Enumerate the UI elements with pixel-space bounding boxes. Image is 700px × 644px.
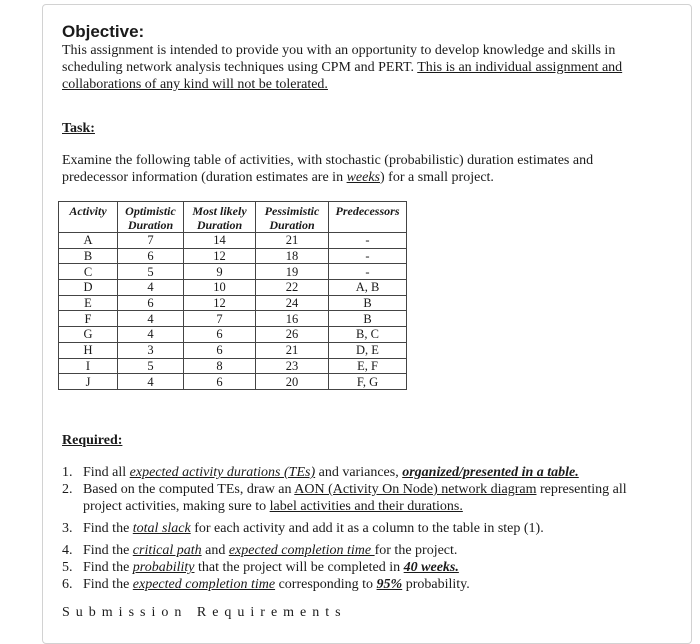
cell-optimistic: 5 [118,358,184,374]
list-item: 4. Find the critical path and expected completion time for the project. [62,543,458,558]
task-description [62,152,662,186]
table-header-row [59,202,407,233]
cell-activity: F [59,311,118,327]
cell-most-likely: 6 [184,342,256,358]
header-pessimistic: Pessimistic Duration [256,202,329,233]
cell-pessimistic: 23 [256,358,329,374]
cell-predecessors: - [329,248,407,264]
cell-activity: G [59,327,118,343]
cell-most-likely: 10 [184,280,256,296]
cell-most-likely: 6 [184,327,256,343]
required-heading: Required: [62,433,123,448]
cell-most-likely: 9 [184,264,256,280]
cell-pessimistic: 24 [256,295,329,311]
task-heading: Task: [62,121,95,136]
cell-predecessors: A, B [329,280,407,296]
cell-most-likely: 12 [184,295,256,311]
objective-section [62,21,662,93]
cell-activity: C [59,264,118,280]
cell-predecessors: - [329,233,407,249]
cell-activity: D [59,280,118,296]
cell-predecessors: D, E [329,342,407,358]
table-row [59,264,407,280]
cell-pessimistic: 22 [256,280,329,296]
table-row [59,248,407,264]
cell-predecessors: E, F [329,358,407,374]
task-text-weeks: weeks [346,170,381,185]
list-item: 3. Find the total slack for each activity and add it as a column to the table in step (1). [62,521,544,536]
activities-table [58,201,407,390]
cell-predecessors: - [329,264,407,280]
table-row [59,358,407,374]
cell-optimistic: 5 [118,264,184,280]
table-row [59,374,407,390]
list-item: 6. Find the expected completion time corresponding to 95% probability. [62,577,470,592]
cell-pessimistic: 20 [256,374,329,390]
cell-activity: J [59,374,118,390]
table-row [59,327,407,343]
cell-activity: E [59,295,118,311]
table-row [59,295,407,311]
cell-optimistic: 7 [118,233,184,249]
objective-heading: Objective: [62,22,145,41]
cell-optimistic: 4 [118,374,184,390]
task-text-after: ) for a small project. [380,170,494,185]
cell-predecessors: B [329,311,407,327]
cell-predecessors: B, C [329,327,407,343]
table-row [59,280,407,296]
cell-optimistic: 4 [118,311,184,327]
cell-optimistic: 4 [118,327,184,343]
cell-pessimistic: 21 [256,342,329,358]
cell-most-likely: 7 [184,311,256,327]
cell-pessimistic: 21 [256,233,329,249]
cell-most-likely: 6 [184,374,256,390]
cell-pessimistic: 16 [256,311,329,327]
cell-most-likely: 8 [184,358,256,374]
header-optimistic: Optimistic Duration [118,202,184,233]
list-item: 2. Based on the computed TEs, draw an AON (Activity On Node) network diagram representing all project activities, making sure to label activities and their durations. [62,482,627,514]
list-item: 5. Find the probability that the project will be completed in 40 weeks. [62,560,459,575]
cell-activity: I [59,358,118,374]
cell-predecessors: B [329,295,407,311]
cell-predecessors: F, G [329,374,407,390]
table-row [59,311,407,327]
header-most-likely: Most likely Duration [184,202,256,233]
cell-optimistic: 6 [118,248,184,264]
cell-most-likely: 12 [184,248,256,264]
cell-activity: A [59,233,118,249]
cell-pessimistic: 18 [256,248,329,264]
objective-text-plain: This assignment is intended to provide you with an opportunity to develop knowledge and skills in scheduling network analysis techniques using CPM and PERT. [62,43,616,75]
required-list [62,464,637,593]
cell-optimistic: 6 [118,295,184,311]
cell-pessimistic: 26 [256,327,329,343]
cell-pessimistic: 19 [256,264,329,280]
cutoff-heading: Submission Requirements [62,605,347,620]
cell-most-likely: 14 [184,233,256,249]
cell-activity: H [59,342,118,358]
header-predecessors: Predecessors [329,202,407,233]
cell-optimistic: 3 [118,342,184,358]
cell-optimistic: 4 [118,280,184,296]
objective-text-underlined: This is an individual assignment and collaborations of any kind will not be tolerated. [62,60,623,92]
header-activity: Activity [59,202,118,233]
table-row [59,342,407,358]
list-item: 1. Find all expected activity durations (TEs) and variances, organized/presented in a table. [62,465,579,480]
task-text-before: Examine the following table of activities, with stochastic (probabilistic) duration estimates and predecessor information (duration estimates are in [62,153,594,185]
table-row [59,233,407,249]
objective-text [62,42,662,93]
cell-activity: B [59,248,118,264]
